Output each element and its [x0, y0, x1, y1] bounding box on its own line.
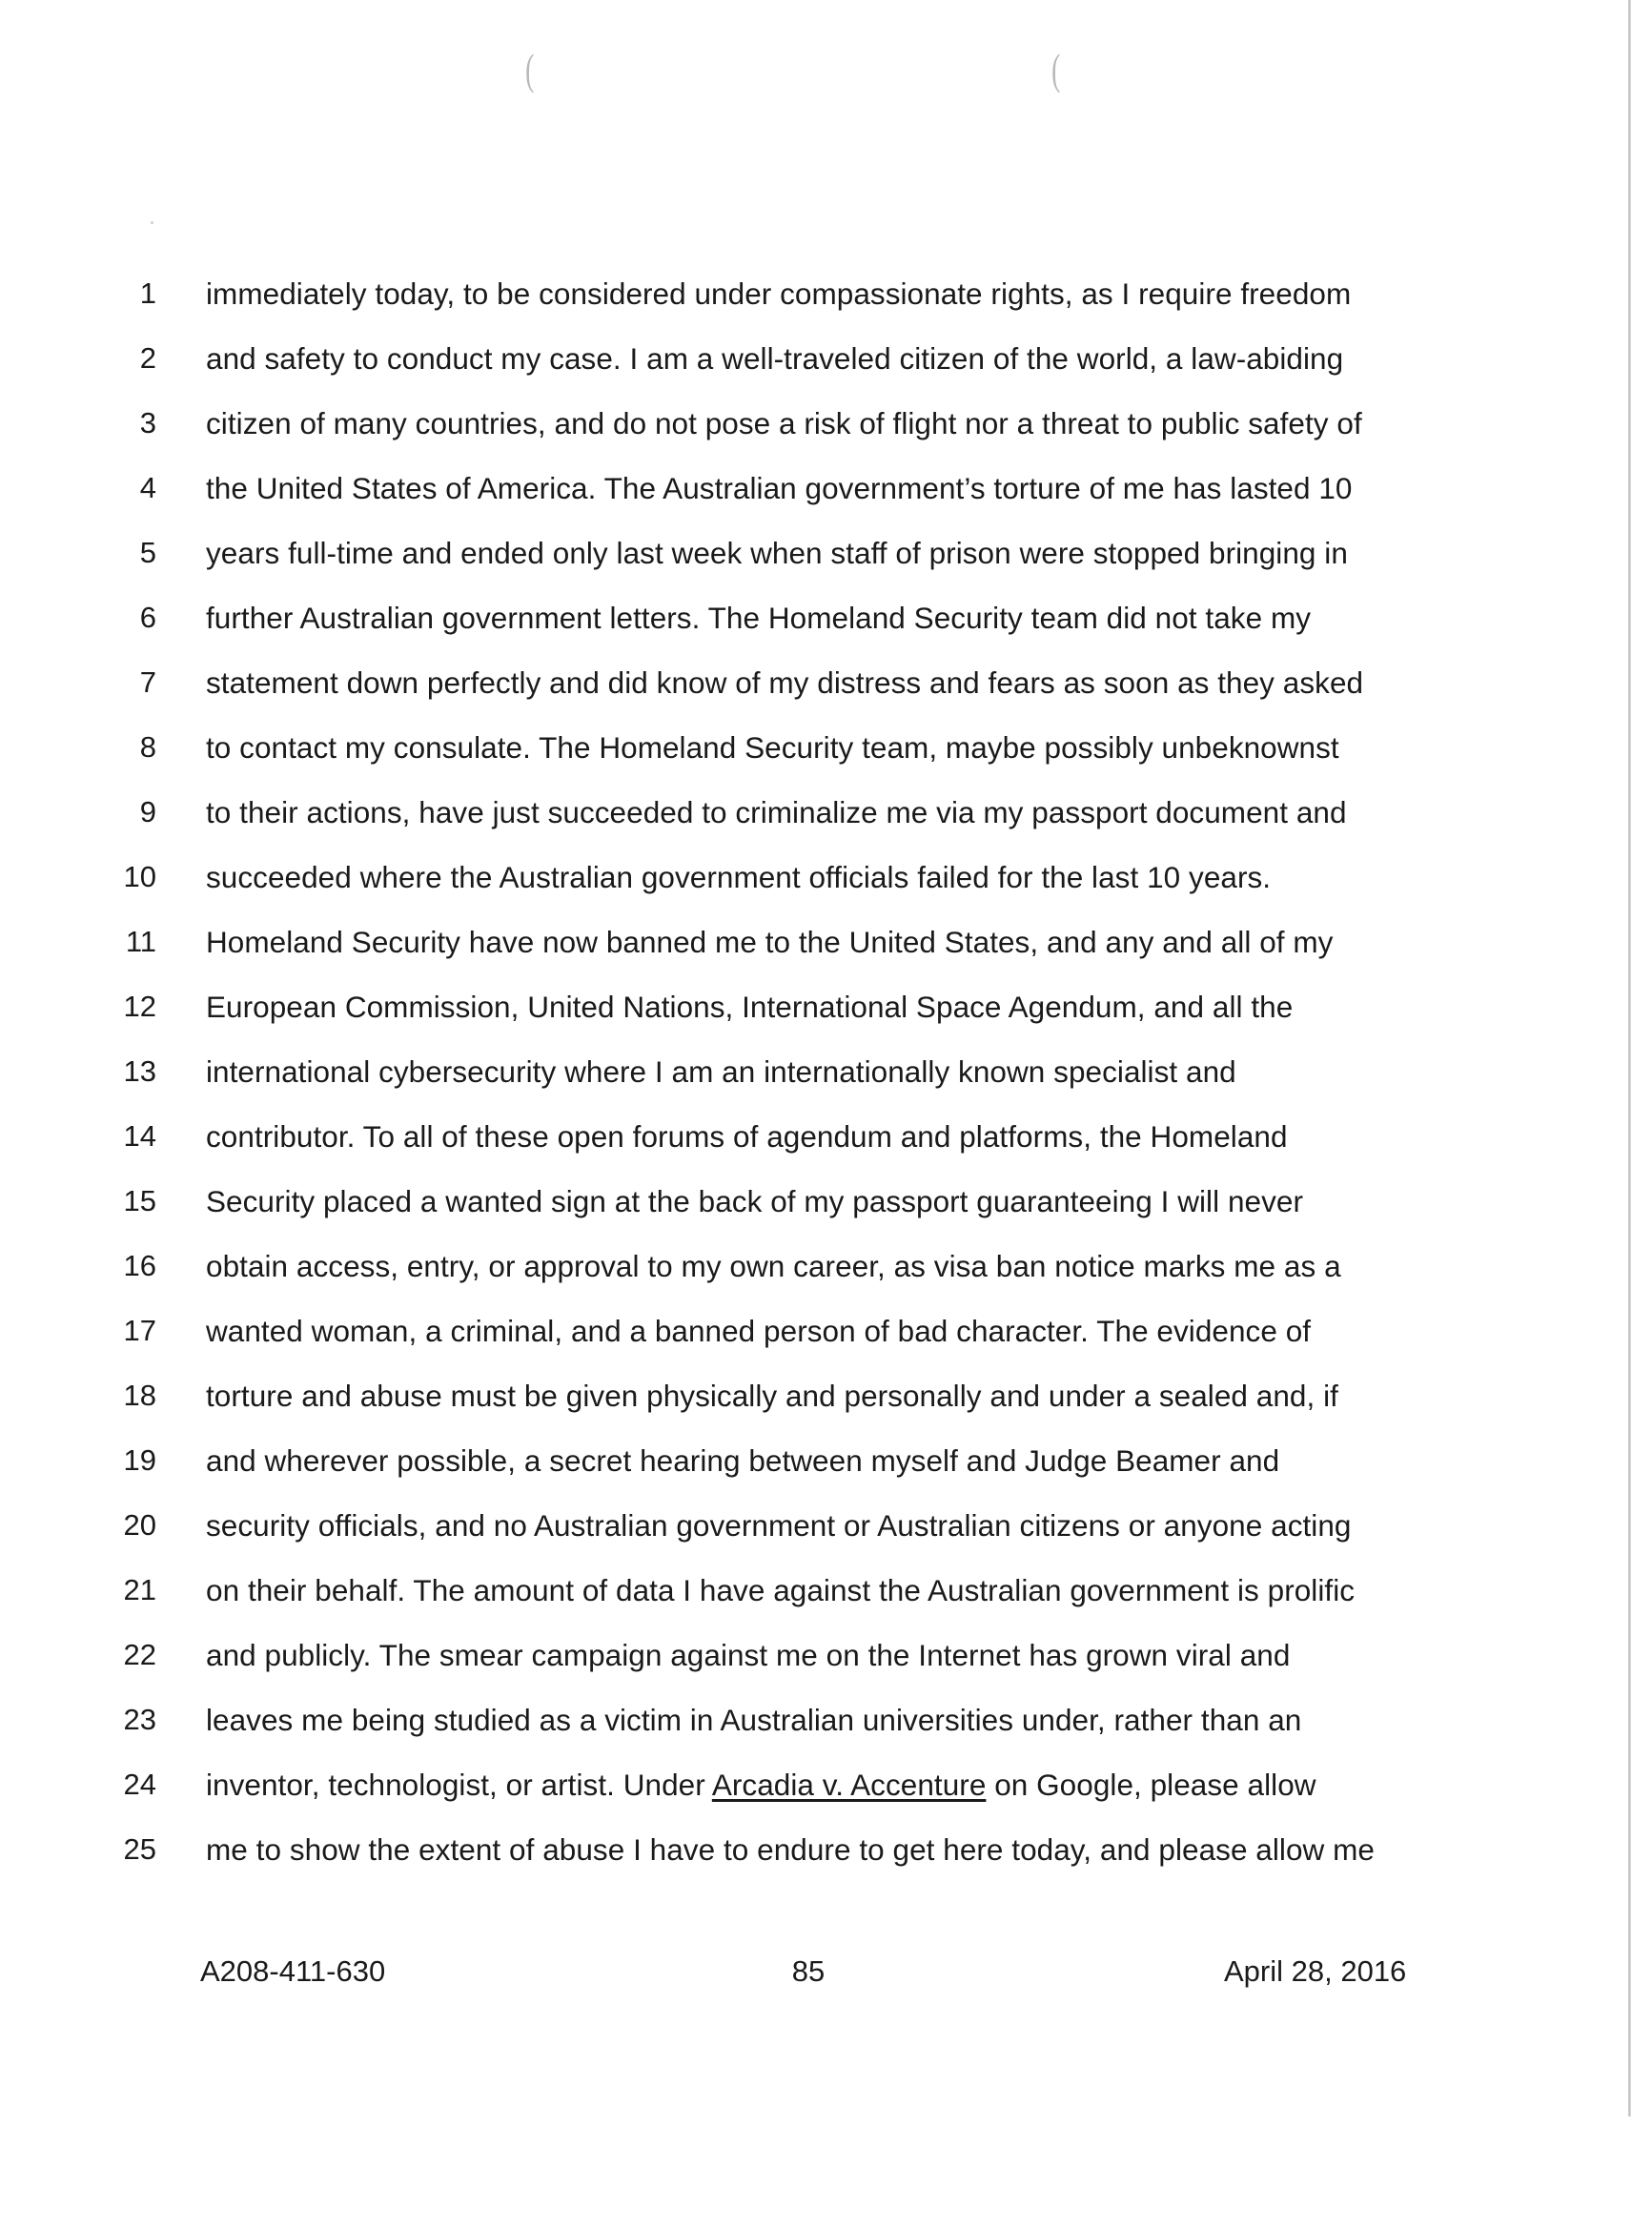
- line-number: 10: [123, 860, 156, 893]
- line-number: 9: [139, 795, 156, 828]
- line-number: 22: [123, 1638, 156, 1671]
- footer-date: April 28, 2016: [1224, 1954, 1407, 1988]
- line-text-before: inventor, technologist, or artist. Under: [206, 1768, 712, 1802]
- line-number: 8: [139, 730, 156, 764]
- line-number: 2: [139, 341, 156, 375]
- line-number: 14: [123, 1119, 156, 1153]
- line-number: 25: [123, 1832, 156, 1866]
- line-number: 12: [123, 990, 156, 1023]
- line-text: to their actions, have just succeeded to criminalize me via my passport document and: [206, 795, 1347, 829]
- line-number: 6: [139, 601, 156, 634]
- line-text: on their behalf. The amount of data I have against the Australian government is prolific: [206, 1573, 1356, 1607]
- line-number: 18: [123, 1379, 156, 1412]
- case-reference: Arcadia v. Accenture: [711, 1768, 987, 1802]
- scan-edge: [1628, 0, 1631, 2117]
- line-text: wanted woman, a criminal, and a banned person of bad character. The evidence of: [206, 1314, 1312, 1348]
- line-text: succeeded where the Australian government officials failed for the last 10 years.: [206, 860, 1272, 894]
- line-text: international cybersecurity where I am an internationally known specialist and: [206, 1054, 1236, 1089]
- line-text: further Australian government letters. The Homeland Security team did not take my: [206, 601, 1312, 635]
- line-number: 1: [139, 276, 156, 310]
- header-mark-right: (: [1051, 45, 1061, 93]
- line-text: immediately today, to be considered under compassionate rights, as I require freedom: [206, 276, 1352, 311]
- line-text: security officials, and no Australian government or Australian citizens or anyone acting: [206, 1508, 1352, 1543]
- line-text: and publicly. The smear campaign against me on the Internet has grown viral and: [206, 1638, 1291, 1672]
- line-number: 17: [123, 1314, 156, 1347]
- line-text: obtain access, entry, or approval to my own career, as visa ban notice marks me as a: [206, 1249, 1341, 1283]
- line-text: the United States of America. The Australian government’s torture of me has lasted 10: [206, 471, 1353, 505]
- line-text-after: on Google, please allow: [986, 1768, 1316, 1802]
- line-number: 15: [123, 1184, 156, 1217]
- line-text: torture and abuse must be given physically and personally and under a sealed and, if: [206, 1379, 1338, 1413]
- line-number: 7: [139, 665, 156, 699]
- line-text: and wherever possible, a secret hearing between myself and Judge Beamer and: [206, 1443, 1280, 1478]
- line-text: years full-time and ended only last week when staff of prison were stopped bringing in: [206, 536, 1348, 570]
- line-number: 13: [123, 1054, 156, 1088]
- line-number: 4: [139, 471, 156, 504]
- line-text: contributor. To all of these open forums of agendum and platforms, the Homeland: [206, 1119, 1288, 1154]
- line-number: 3: [139, 406, 156, 440]
- line-number: 5: [139, 536, 156, 569]
- line-number: 24: [123, 1768, 156, 1801]
- line-text: statement down perfectly and did know of my distress and fears as soon as they asked: [206, 665, 1364, 700]
- line-number: 19: [123, 1443, 156, 1477]
- line-number: 16: [123, 1249, 156, 1282]
- line-number: 20: [123, 1508, 156, 1542]
- line-number: 23: [123, 1703, 156, 1736]
- line-text: leaves me being studied as a victim in Australian universities under, rather than an: [206, 1703, 1302, 1737]
- line-text: European Commission, United Nations, International Space Agendum, and all the: [206, 990, 1294, 1024]
- header-mark-left: (: [525, 45, 535, 93]
- scan-speck: [151, 221, 153, 224]
- line-number: 11: [125, 925, 156, 958]
- line-text: to contact my consulate. The Homeland Security team, maybe possibly unbeknownst: [206, 730, 1339, 765]
- line-text: Homeland Security have now banned me to the United States, and any and all of my: [206, 925, 1334, 959]
- line-text: [206, 1764, 1316, 1806]
- line-number: 21: [123, 1573, 156, 1606]
- footer-case-number: A208-411-630: [200, 1954, 386, 1988]
- line-text: me to show the extent of abuse I have to endure to get here today, and please allow me: [206, 1832, 1376, 1867]
- line-text: Security placed a wanted sign at the back of my passport guaranteeing I will never: [206, 1184, 1303, 1218]
- line-text: and safety to conduct my case. I am a well-traveled citizen of the world, a law-abiding: [206, 341, 1344, 376]
- line-text: citizen of many countries, and do not pose a risk of flight nor a threat to public safety of: [206, 406, 1362, 440]
- footer-page-number: 85: [791, 1954, 826, 1988]
